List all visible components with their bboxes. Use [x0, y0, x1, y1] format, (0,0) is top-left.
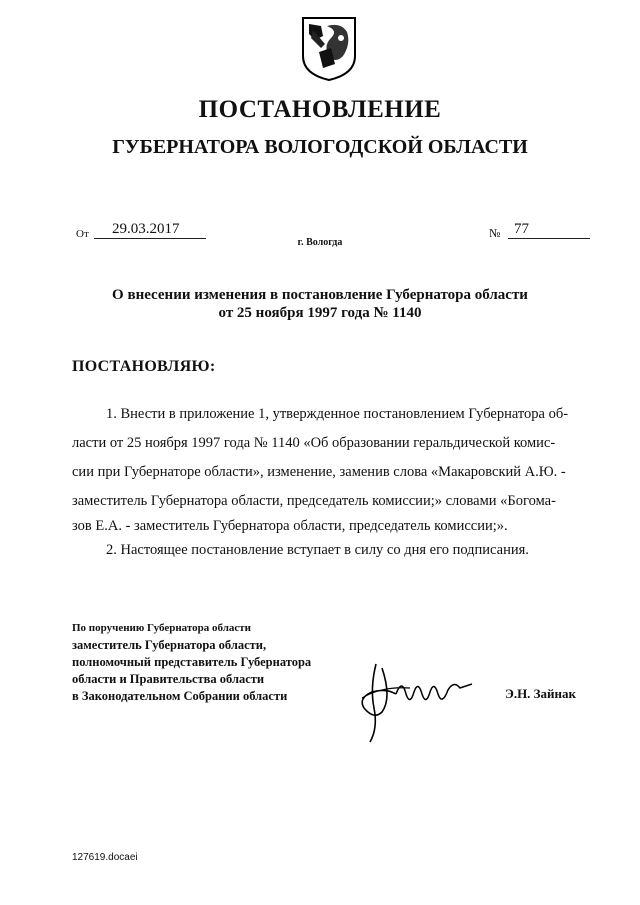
signatory-line: области и Правительства области — [72, 672, 265, 686]
body-line: 2. Настоящее постановление вступает в силу со дня его подписания. — [106, 542, 529, 558]
handwritten-signature — [352, 658, 478, 744]
body-line: заместитель Губернатора области, председатель комиссии;» словами «Богома- — [72, 493, 556, 509]
subject-line: О внесении изменения в постановление Губернатора области — [112, 287, 528, 303]
signatory-line: заместитель Губернатора области, — [72, 638, 267, 652]
signatory-name: Э.Н. Зайнак — [505, 686, 577, 701]
body-line: сии при Губернаторе области», изменение, заменив слова «Макаровский А.Ю. - — [72, 464, 566, 480]
file-reference: 127619.docaei — [72, 852, 138, 863]
body-line: 1. Внести в приложение 1, утвержденное постановлением Губернатора об- — [106, 406, 569, 422]
signatory-position — [72, 620, 311, 705]
document-subtitle: ГУБЕРНАТОРА ВОЛОГОДСКОЙ ОБЛАСТИ — [112, 136, 528, 158]
document-date: 29.03.2017 — [94, 221, 206, 239]
document-title: ПОСТАНОВЛЕНИЕ — [198, 96, 442, 123]
document-subject — [0, 286, 640, 322]
document-number: 77 — [508, 221, 590, 239]
number-label: № — [489, 226, 501, 240]
signatory-line: По поручению Губернатора области — [72, 622, 252, 634]
body-line: ласти от 25 ноября 1997 года № 1140 «Об образовании геральдической комис- — [72, 435, 556, 451]
body-line: зов Е.А. - заместитель Губернатора области, председатель комиссии;». — [72, 518, 508, 534]
city-label: г. Вологда — [297, 237, 343, 248]
coat-of-arms-icon — [301, 16, 357, 82]
signatory-line: в Законодательном Собрании области — [72, 689, 288, 703]
subject-line: от 25 ноября 1997 года № 1140 — [218, 305, 422, 321]
decree-heading: ПОСТАНОВЛЯЮ: — [72, 358, 216, 375]
signatory-line: полномочный представитель Губернатора — [72, 655, 312, 669]
date-label: От — [76, 228, 89, 240]
